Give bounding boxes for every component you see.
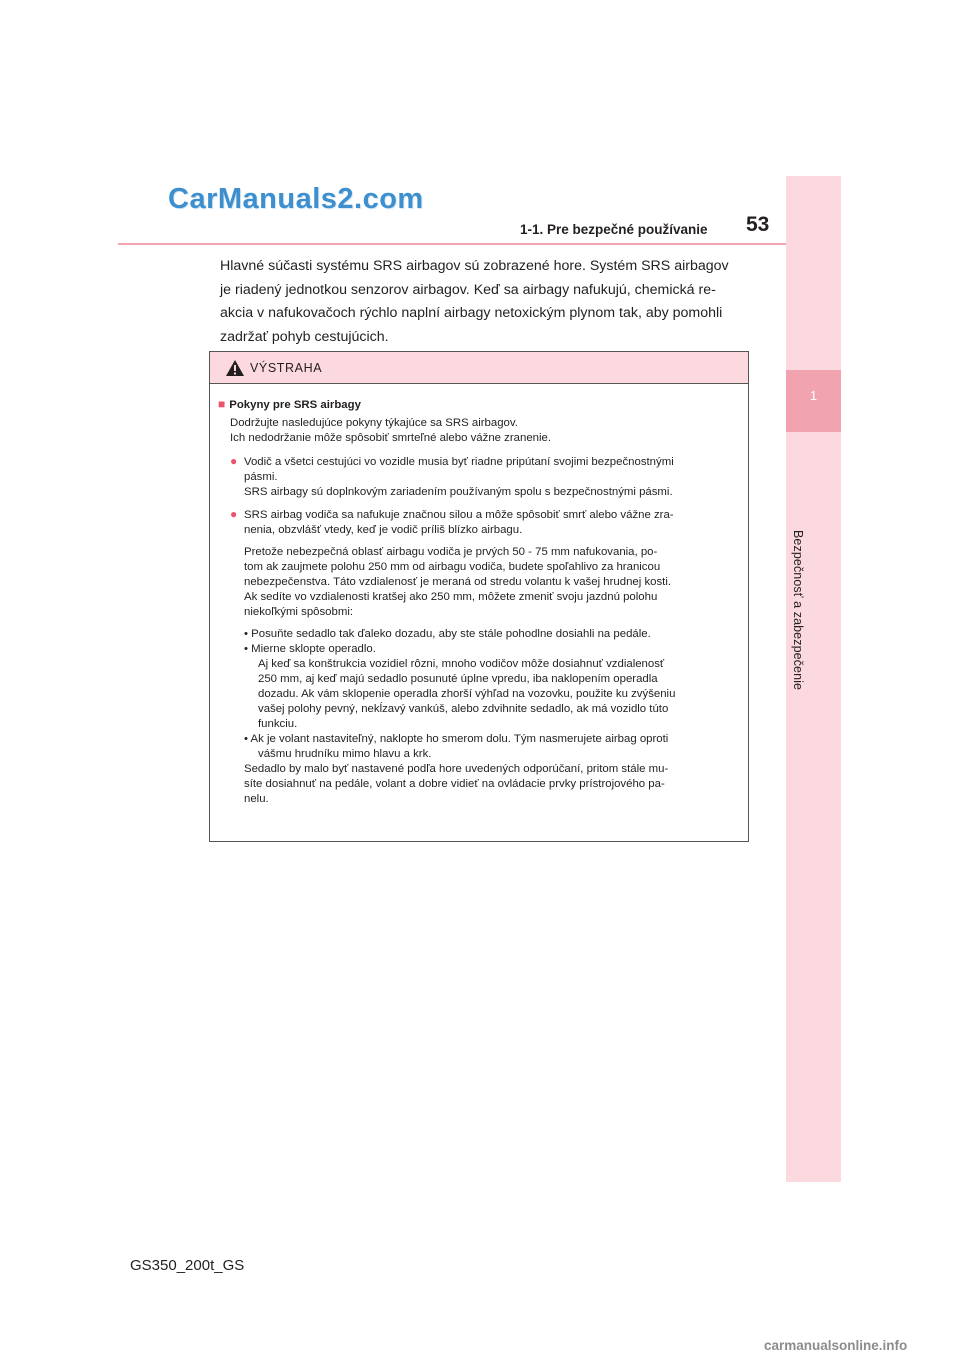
warning-line: • Posuňte sedadlo tak ďaleko dozadu, aby ste stále pohodlne dosiahli na pedále. bbox=[244, 628, 651, 640]
warning-line: SRS airbagy sú doplnkovým zariadením používaným spolu s bezpečnostnými pásmi. bbox=[244, 486, 673, 498]
circle-bullet-icon: ● bbox=[230, 507, 238, 521]
warning-line: dozadu. Ak vám sklopenie operadla zhorší výhľad na vozovku, použite ku zvýšeniu bbox=[258, 688, 676, 700]
warning-line: vášmu hrudníku mimo hlavu a krk. bbox=[258, 748, 432, 760]
intro-line: je riadený jednotkou senzorov airbagov. Keď sa airbagy nafukujú, chemická re- bbox=[220, 281, 716, 298]
intro-line: zadržať pohyb cestujúcich. bbox=[220, 328, 389, 345]
watermark-logo[interactable]: CarManuals2.com bbox=[168, 183, 424, 215]
footer-model-code: GS350_200t_GS bbox=[130, 1257, 245, 1274]
warning-line: Ich nedodržanie môže spôsobiť smrteľné alebo vážne zranenie. bbox=[230, 432, 552, 444]
page-number: 53 bbox=[746, 213, 770, 236]
watermark-bottom[interactable]: carmanualsonline.info bbox=[764, 1338, 908, 1353]
warning-line: SRS airbag vodiča sa nafukuje značnou silou a môže spôsobiť smrť alebo vážne zra- bbox=[244, 509, 674, 521]
section-title-text: Pokyny pre SRS airbagy bbox=[229, 399, 361, 411]
intro-line: Hlavné súčasti systému SRS airbagov sú zobrazené hore. Systém SRS airbagov bbox=[220, 258, 729, 274]
warning-title: VÝSTRAHA bbox=[250, 360, 323, 375]
warning-line: • Ak je volant nastaviteľný, naklopte ho smerom dolu. Tým nasmerujete airbag oproti bbox=[244, 733, 669, 745]
warning-line: Dodržujte nasledujúce pokyny týkajúce sa SRS airbagov. bbox=[230, 417, 518, 429]
warning-line: Pretože nebezpečná oblasť airbagu vodiča je prvých 50 - 75 mm nafukovania, po- bbox=[244, 546, 658, 558]
warning-line: Ak sedíte vo vzdialenosti kratšej ako 250 mm, môžete zmeniť svoju jazdnú polohu bbox=[244, 591, 658, 603]
warning-section-title bbox=[218, 398, 361, 412]
warning-line: funkciu. bbox=[258, 718, 298, 730]
warning-line: Vodič a všetci cestujúci vo vozidle musia byť riadne pripútaní svojimi bezpečnostnými bbox=[244, 456, 674, 468]
warning-box bbox=[209, 351, 749, 842]
warning-line: 250 mm, aj keď majú sedadlo posunuté úplne vpredu, iba naklopením operadla bbox=[258, 673, 658, 685]
warning-line: nebezpečenstva. Táto vzdialenosť je meraná od stredu volantu k vašej hrudnej kosti. bbox=[244, 576, 672, 588]
intro-line: akcia v nafukovačoch rýchlo naplní airbagy netoxickým plynom tak, aby pomohli bbox=[220, 305, 723, 321]
warning-header bbox=[210, 352, 748, 384]
warning-line: pásmi. bbox=[244, 471, 278, 483]
warning-line: niekoľkými spôsobmi: bbox=[244, 606, 354, 618]
warning-line: nelu. bbox=[244, 793, 269, 805]
chapter-label: Bezpečnosť a zabezpečenie bbox=[791, 530, 805, 691]
warning-line: Aj keď sa konštrukcia vozidiel rôzni, mnoho vodičov môže dosiahnuť vzdialenosť bbox=[258, 658, 665, 670]
section-header: 1-1. Pre bezpečné používanie bbox=[520, 222, 708, 237]
circle-bullet-icon: ● bbox=[230, 454, 238, 468]
warning-line: tom ak zaujmete polohu 250 mm od airbagu vodiča, budete spoľahlivo za hranicou bbox=[244, 561, 661, 573]
warning-triangle-icon bbox=[226, 360, 244, 376]
square-bullet-icon: ■ bbox=[218, 397, 226, 411]
warning-line: • Mierne sklopte operadlo. bbox=[244, 643, 376, 655]
intro-paragraph bbox=[220, 255, 748, 349]
header-divider bbox=[118, 243, 786, 245]
chapter-number: 1 bbox=[809, 388, 818, 403]
warning-line: Sedadlo by malo byť nastavené podľa hore uvedených odporúčaní, pritom stále mu- bbox=[244, 763, 669, 775]
warning-line: nenia, obzvlášť vtedy, keď je vodič príliš blízko airbagu. bbox=[244, 524, 523, 536]
warning-line: vašej polohy pevný, nekĺzavý vankúš, alebo zdvihnite sedadlo, ak má vozidlo túto bbox=[258, 703, 669, 715]
warning-line: síte dosiahnuť na pedále, volant a dobre vidieť na ovládacie prvky prístrojového pa- bbox=[244, 778, 665, 790]
